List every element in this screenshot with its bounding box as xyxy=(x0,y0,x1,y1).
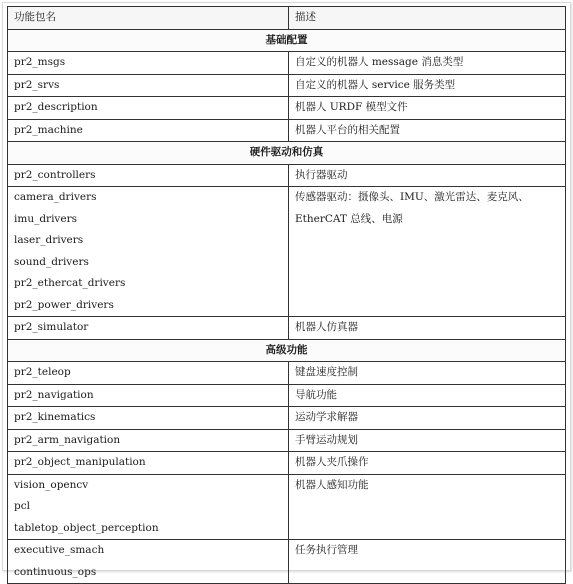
package-name: pr2_ethercat_drivers xyxy=(14,277,126,289)
table-row xyxy=(8,429,566,452)
table-row xyxy=(8,74,566,97)
table-row xyxy=(8,452,566,475)
header-description: 描述 xyxy=(289,7,566,30)
table-row xyxy=(8,384,566,407)
package-name: vision_opencv xyxy=(14,478,89,491)
description-cell: 自定义的机器人 message 消息类型 xyxy=(289,52,566,75)
package-name-cell xyxy=(8,474,289,540)
package-name: pcl xyxy=(14,500,30,512)
package-name-cell xyxy=(8,362,289,385)
table-row xyxy=(8,52,566,75)
description-cell: 机器人平台的相关配置 xyxy=(289,119,566,142)
package-name: pr2_description xyxy=(14,101,98,113)
section-row xyxy=(8,339,566,362)
package-name-cell xyxy=(8,97,289,120)
table-row xyxy=(8,317,566,340)
package-name: pr2_object_manipulation xyxy=(14,456,146,468)
table-row xyxy=(8,540,566,584)
description-cell: 导航功能 xyxy=(289,384,566,407)
package-name: pr2_power_drivers xyxy=(14,298,114,311)
header-package-name: 功能包名 xyxy=(8,7,289,30)
section-title: 硬件驱动和仿真 xyxy=(8,142,566,165)
package-name: pr2_msgs xyxy=(14,56,66,68)
description-cell: 执行器驱动 xyxy=(289,164,566,187)
document-frame xyxy=(2,2,571,578)
package-name: continuous_ops xyxy=(14,565,97,578)
description-cell: 机器人 URDF 模型文件 xyxy=(289,97,566,120)
package-name-cell xyxy=(8,74,289,97)
description-cell: 任务执行管理 xyxy=(289,540,566,584)
table-header-row xyxy=(8,7,566,30)
table-row xyxy=(8,119,566,142)
table-row xyxy=(8,474,566,540)
package-name-cell xyxy=(8,407,289,430)
package-name-cell xyxy=(8,164,289,187)
package-name: pr2_navigation xyxy=(14,388,94,401)
description-cell: 手臂运动规划 xyxy=(289,429,566,452)
description-cell: 自定义的机器人 service 服务类型 xyxy=(289,74,566,97)
table-row xyxy=(8,407,566,430)
table-row xyxy=(8,362,566,385)
table-row xyxy=(8,164,566,187)
package-name-cell xyxy=(8,119,289,142)
package-name-cell xyxy=(8,452,289,475)
package-table xyxy=(7,6,566,584)
description-cell: 机器人夹爪操作 xyxy=(289,452,566,475)
section-row xyxy=(8,29,566,52)
description-cell: 传感器驱动：摄像头、IMU、激光雷达、麦克风、EtherCAT 总线、电源 xyxy=(289,187,566,317)
package-name: pr2_machine xyxy=(14,123,83,136)
description-cell: 机器人感知功能 xyxy=(289,474,566,540)
package-name: pr2_controllers xyxy=(14,168,96,181)
table-body xyxy=(8,29,566,584)
package-name: sound_drivers xyxy=(14,255,89,268)
description-cell: 键盘速度控制 xyxy=(289,362,566,385)
package-name: pr2_arm_navigation xyxy=(14,433,121,446)
section-title: 高级功能 xyxy=(8,339,566,362)
package-name-cell xyxy=(8,52,289,75)
package-name-cell xyxy=(8,429,289,452)
package-name: pr2_kinematics xyxy=(14,411,96,423)
description-cell: 运动学求解器 xyxy=(289,407,566,430)
section-row xyxy=(8,142,566,165)
table-row xyxy=(8,97,566,120)
package-name: pr2_simulator xyxy=(14,321,89,333)
package-name-cell xyxy=(8,540,289,584)
table-row xyxy=(8,187,566,317)
package-name: pr2_teleop xyxy=(14,366,71,378)
package-name: laser_drivers xyxy=(14,234,84,246)
package-name: executive_smach xyxy=(14,544,105,556)
package-name-cell xyxy=(8,317,289,340)
package-name-cell xyxy=(8,384,289,407)
section-title: 基础配置 xyxy=(8,29,566,52)
package-name: imu_drivers xyxy=(14,212,77,225)
package-name-cell xyxy=(8,187,289,317)
package-name: camera_drivers xyxy=(14,191,97,203)
package-name: pr2_srvs xyxy=(14,78,60,91)
package-name: tabletop_object_perception xyxy=(14,521,159,534)
description-cell: 机器人仿真器 xyxy=(289,317,566,340)
